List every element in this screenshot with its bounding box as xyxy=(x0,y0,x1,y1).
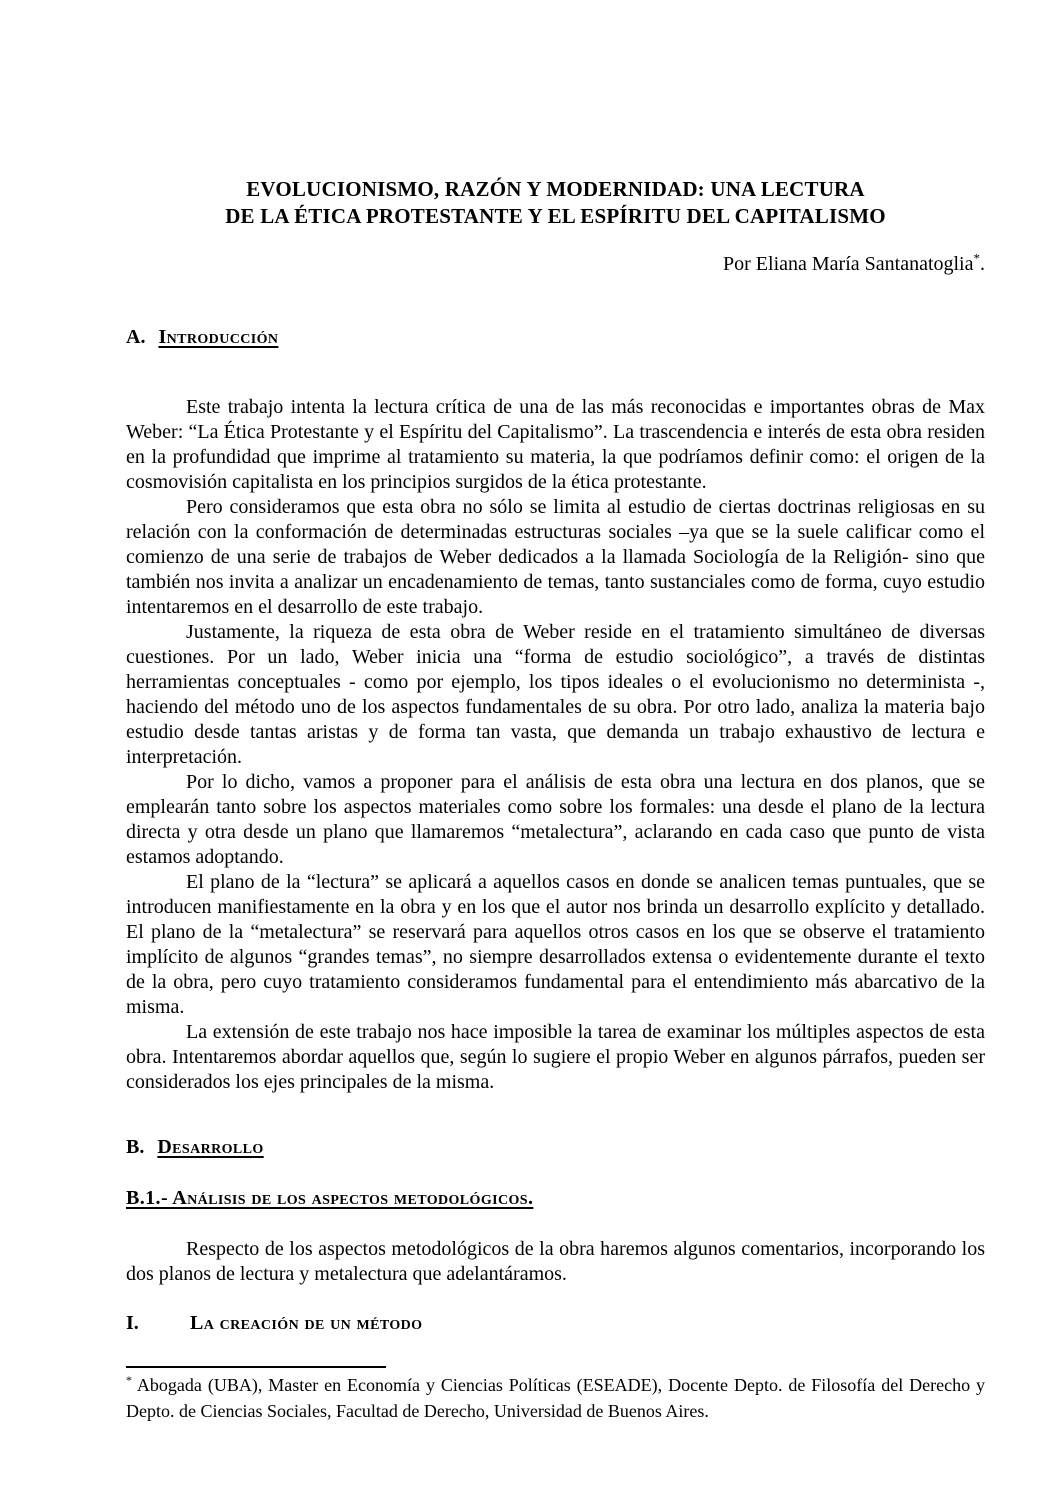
section-heading-desarrollo xyxy=(126,1135,985,1160)
subsection-heading-b1 xyxy=(126,1186,985,1211)
footnote xyxy=(126,1372,985,1424)
author-byline-period: . xyxy=(980,253,985,275)
subsection-marker: I. xyxy=(126,1312,139,1334)
paragraph: Pero consideramos que esta obra no sólo se limita al estudio de ciertas doctrinas religiosas en su relación con la conformación de determinadas estructuras sociales –ya que se la suele calificar como el comienzo de una serie de trabajos de Weber dedicados a la llamada Sociología de la Religión- sino que también nos invita a analizar un encadenamiento de temas, tanto sustanciales como de forma, cuyo estudio intentaremos en el desarrollo de este trabajo. xyxy=(126,496,985,618)
subsection-heading-metodo xyxy=(126,1311,985,1336)
paragraph: La extensión de este trabajo nos hace imposible la tarea de examinar los múltiples aspectos de esta obra. Intentaremos abordar aquellos que, según lo sugiere el propio Weber en algunos párrafos, pueden ser considerados los ejes principales de la misma. xyxy=(126,1021,985,1093)
section-marker: B. xyxy=(126,1136,145,1158)
document-title-line-1: EVOLUCIONISMO, RAZÓN Y MODERNIDAD: UNA LECTURA xyxy=(246,177,865,201)
section-label: Introducción xyxy=(158,326,279,348)
paragraph: Por lo dicho, vamos a proponer para el análisis de esta obra una lectura en dos planos, que se emplearán tanto sobre los aspectos materiales como sobre los formales: una desde el plano de la lectura directa y otra desde un plano que llamaremos “metalectura”, aclarando en cada caso que punto de vista estamos adoptando. xyxy=(126,771,985,868)
paragraph: Justamente, la riqueza de esta obra de Weber reside en el tratamiento simultáneo de diversas cuestiones. Por un lado, Weber inicia una “forma de estudio sociológico”, a través de distintas herramientas conceptuales - como por ejemplo, los tipos ideales o el evolucionismo no determinista -, haciendo del método uno de los aspectos fundamentales de su obra. Por otro lado, analiza la materia bajo estudio desde tantas aristas y de forma tan vasta, que demanda un trabajo exhaustivo de lectura e interpretación. xyxy=(126,621,985,768)
paragraph: Este trabajo intenta la lectura crítica de una de las más reconocidas e importantes obras de Max Weber: “La Ética Protestante y el Espíritu del Capitalismo”. La trascendencia e interés de esta obra residen en la profundidad que imprime al tratamiento su materia, la que podríamos definir como: el origen de la cosmovisión capitalista en los principios surgidos de la ética protestante. xyxy=(126,396,985,493)
section-marker: A. xyxy=(126,326,146,348)
paragraph: El plano de la “lectura” se aplicará a aquellos casos en donde se analicen temas puntuales, que se introducen manifiestamente en la obra y en los que el autor nos brinda un desarrollo explícito y detallado. El plano de la “metalectura” se reservará para aquellos otros casos en los que se observe el tratamiento implícito de algunos “grandes temas”, no siempre desarrollados extensa o evidentemente durante el texto de la obra, pero cuyo tratamiento consideramos fundamental para el entendimiento más abarcativo de la misma. xyxy=(126,871,985,1018)
subsection-label: La creación de un método xyxy=(190,1312,423,1334)
author-byline xyxy=(126,252,985,277)
section-label: Desarrollo xyxy=(157,1136,264,1158)
footnote-mark: * xyxy=(126,1373,132,1387)
footnote-reference-mark: * xyxy=(973,250,980,266)
author-byline-text: Por Eliana María Santanatoglia xyxy=(723,253,974,275)
document-title xyxy=(126,176,985,230)
subsection-label: B.1.- Análisis de los aspectos metodológicos. xyxy=(126,1187,534,1209)
paragraph: Respecto de los aspectos metodológicos de la obra haremos algunos comentarios, incorporando los dos planos de lectura y metalectura que adelantáramos. xyxy=(126,1238,985,1285)
document-title-line-2: DE LA ÉTICA PROTESTANTE Y EL ESPÍRITU DEL CAPITALISMO xyxy=(225,204,886,228)
footnote-text: Abogada (UBA), Master en Economía y Ciencias Políticas (ESEADE), Docente Depto. de Filosofía del Derecho y Depto. de Ciencias Sociales, Facultad de Derecho, Universidad de Buenos Aires. xyxy=(126,1375,985,1421)
footnote-separator xyxy=(126,1366,386,1368)
section-heading-introduccion xyxy=(126,325,985,350)
